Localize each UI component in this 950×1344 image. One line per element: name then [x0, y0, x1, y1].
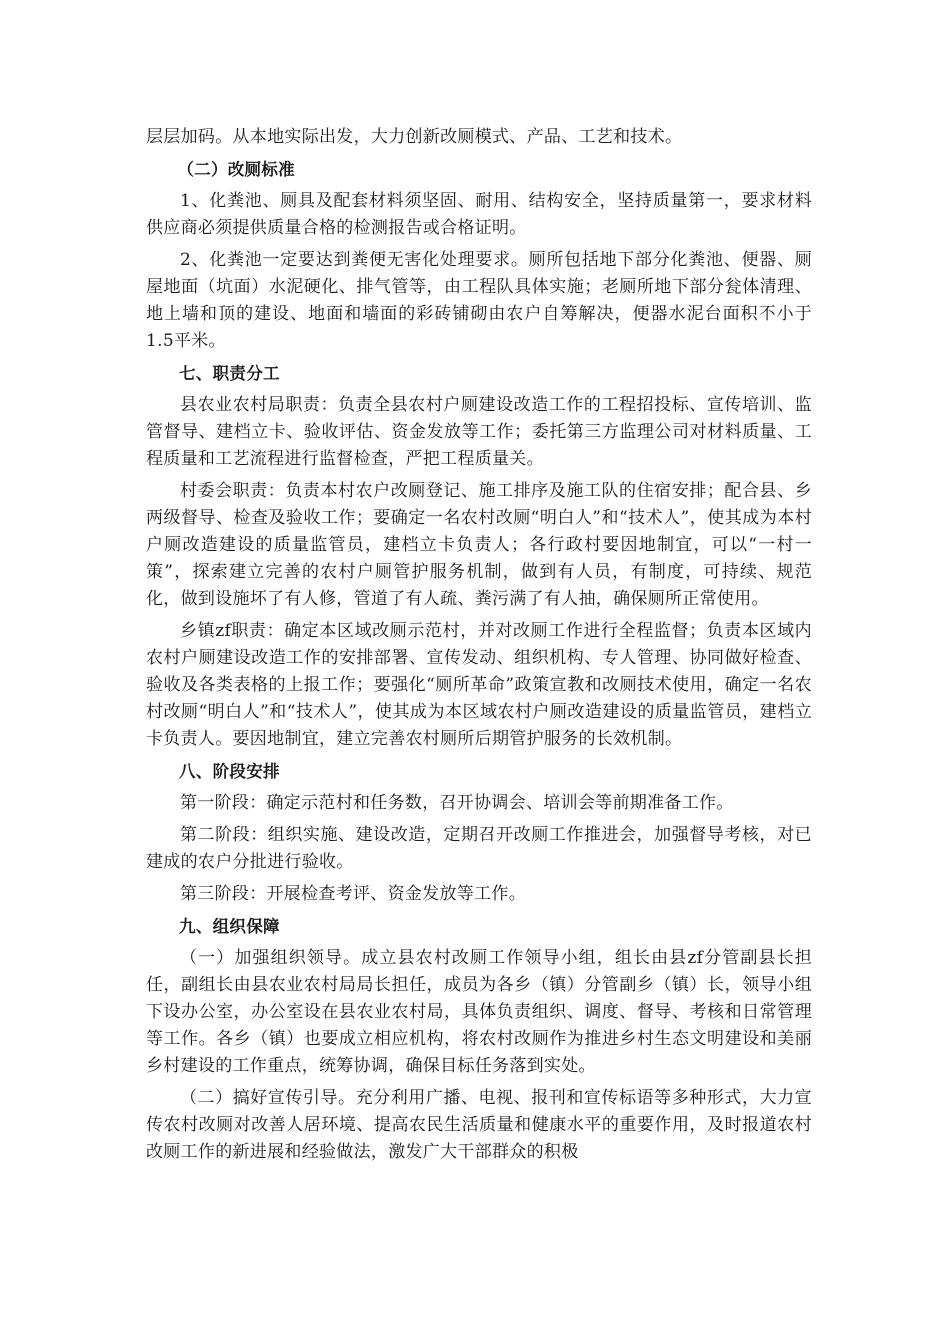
paragraph-stage-3: 第三阶段：开展检查考评、资金发放等工作。 — [180, 884, 526, 904]
paragraph-duties-village: 村委会职责：负责本村农户改厕登记、施工排序及施工队的住宿安排；配合县、乡两级督导、检查及验收工作；要确定一名农村改厕“明白人”和“技术人”，使其成为本村户厕改造建设的质量监管员，建档立卡负责人；各行政村要因地制宜，可以“一村一策”，探索建立完善的农村户厕管护服务机制，做到有人员，有制度，可持续、规范化，做到设施坏了有人修，管道了有人疏、粪污满了有人抽，确保厕所正常使用。 — [146, 481, 812, 609]
paragraph-stage-2: 第二阶段：组织实施、建设改造，定期召开改厕工作推进会，加强督导考核，对已建成的农户分批进行验收。 — [146, 825, 812, 872]
paragraph-duties-county: 县农业农村局职责：负责全县农村户厕建设改造工作的工程招投标、宣传培训、监管督导、建档立卡、验收评估、资金发放等工作；委托第三方监理公司对材料质量、工程质量和工艺流程进行监督检查，严把工程质量关。 — [146, 395, 812, 469]
paragraph-standard-1: 1、化粪池、厕具及配套材料须坚固、耐用、结构安全，坚持质量第一，要求材料供应商必须提供质量合格的检测报告或合格证明。 — [146, 191, 812, 238]
section-heading-duties: 七、职责分工 — [179, 364, 280, 383]
document-page — [146, 124, 812, 1166]
paragraph-standard-2: 2、化粪池一定要达到粪便无害化处理要求。厕所包括地下部分化粪池、便器、厕屋地面（坑面）水泥硬化、排气管等，由工程队具体实施；老厕所地下部分瓮体清理、地上墙和顶的建设、地面和墙面的彩砖铺砌由农户自筹解决，便器水泥台面积不小于1.5平米。 — [146, 250, 812, 351]
section-heading-standard: （二）改厕标准 — [177, 160, 295, 179]
paragraph-continuation: 层层加码。从本地实际出发，大力创新改厕模式、产品、工艺和技术。 — [146, 127, 683, 147]
paragraph-guarantee-1: （一）加强组织领导。成立县农村改厕工作领导小组，组长由县zf分管副县长担任，副组长由县农业农村局局长担任，成员为各乡（镇）分管副乡（镇）长，领导小组下设办公室，办公室设在县农业农村局，具体负责组织、调度、督导、考核和日常管理等工作。各乡（镇）也要成立相应机构，将农村改厕作为推进乡村生态文明建设和美丽乡村建设的工作重点，统筹协调，确保目标任务落到实处。 — [146, 948, 812, 1076]
section-heading-stages: 八、阶段安排 — [179, 762, 280, 781]
paragraph-stage-1: 第一阶段：确定示范村和任务数，召开协调会、培训会等前期准备工作。 — [180, 793, 734, 813]
paragraph-guarantee-2: （二）搞好宣传引导。充分利用广播、电视、报刊和宣传标语等多种形式，大力宣传农村改厕对改善人居环境、提高农民生活质量和健康水平的重要作用，及时报道农村改厕工作的新进展和经验做法，激发广大干部群众的积极 — [146, 1088, 812, 1162]
paragraph-duties-township: 乡镇zf职责：确定本区域改厕示范村，并对改厕工作进行全程监督；负责本区域内农村户厕建设改造工作的安排部署、宣传发动、组织机构、专人管理、协同做好检查、验收及各类表格的上报工作；要强化“厕所革命”政策宣教和改厕技术使用，确定一名农村改厕“明白人”和“技术人”，使其成为本区域农村户厕改造建设的质量监管员，建档立卡负责人。要因地制宜，建立完善农村厕所后期管护服务的长效机制。 — [146, 621, 812, 749]
section-heading-guarantee: 九、组织保障 — [179, 917, 280, 936]
